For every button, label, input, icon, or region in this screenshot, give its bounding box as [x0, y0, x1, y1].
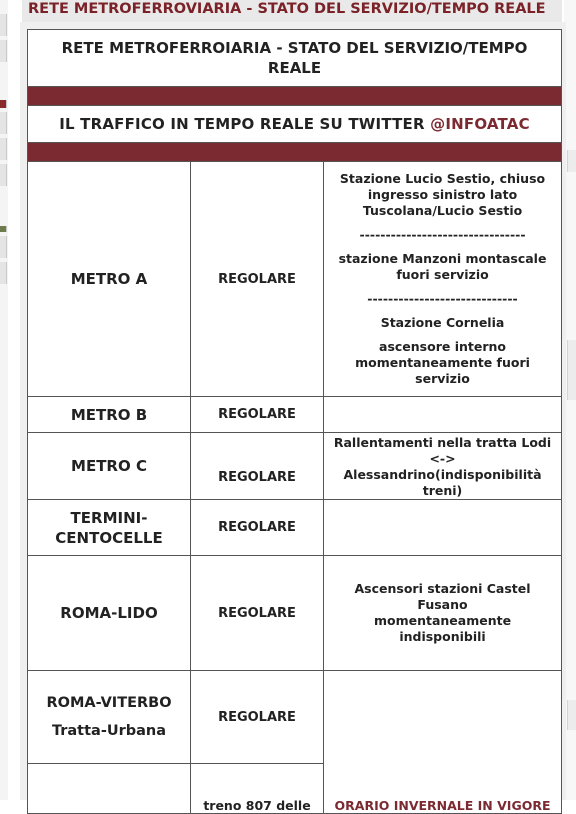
- line-notes: [324, 397, 562, 433]
- line-status: REGOLARE: [191, 433, 324, 500]
- note-separator: -----------------------------: [367, 291, 518, 306]
- edge-tab: [0, 262, 7, 284]
- note-text: stazione Manzoni montascale fuori servizio: [338, 251, 547, 282]
- edge-tab: [0, 100, 7, 108]
- separator-bar: [28, 87, 562, 106]
- line-status: treno 807 delle: [191, 764, 324, 814]
- line-name: ROMA-VITERBO Tratta-Urbana: [28, 671, 191, 764]
- section-header: [22, 0, 562, 23]
- service-status-table: [27, 29, 562, 814]
- separator-bar: [28, 143, 562, 162]
- edge-tab: [567, 150, 576, 172]
- status-panel: [20, 22, 566, 813]
- line-name: [28, 764, 191, 814]
- line-notes: Rallentamenti nella tratta Lodi <-> Alessandrino(indisponibilità treni): [324, 433, 562, 500]
- note-separator: --------------------------------: [359, 227, 526, 242]
- table-title: RETE METROFERROIARIA - STATO DEL SERVIZIO/TEMPO REALE: [28, 30, 562, 87]
- line-name: ROMA-LIDO: [28, 556, 191, 671]
- twitter-handle-link[interactable]: @INFOATAC: [430, 115, 530, 133]
- note-text: Stazione Cornelia: [380, 315, 505, 330]
- line-name: TERMINI-CENTOCELLE: [28, 500, 191, 556]
- line-status: REGOLARE: [191, 671, 324, 764]
- edge-tab: [0, 138, 7, 160]
- line-notes: Ascensori stazioni Castel Fusano momentaneamente indisponibili: [324, 556, 562, 671]
- edge-tab: [567, 700, 576, 730]
- line-name: METRO C: [28, 433, 191, 500]
- section-header-title: RETE METROFERROVIARIA - STATO DEL SERVIZIO/TEMPO REALE: [28, 1, 546, 17]
- line-notes: [324, 500, 562, 556]
- edge-tab: [0, 14, 7, 36]
- line-notes: [324, 162, 562, 397]
- edge-tab: [567, 340, 576, 400]
- timetable-notice: ORARIO INVERNALE IN VIGORE: [324, 671, 562, 814]
- line-status: REGOLARE: [191, 556, 324, 671]
- line-status: REGOLARE: [191, 397, 324, 433]
- table-row: [28, 500, 562, 556]
- table-row: [28, 671, 562, 764]
- note-text: ascensore interno momentaneamente fuori servizio: [355, 339, 530, 386]
- note-text: Stazione Lucio Sestio, chiuso ingresso sinistro lato Tuscolana/Lucio Sestio: [339, 171, 546, 218]
- twitter-text: IL TRAFFICO IN TEMPO REALE SU TWITTER: [59, 115, 431, 133]
- table-row: [28, 397, 562, 433]
- edge-tab: [0, 40, 7, 62]
- line-name: METRO A: [28, 162, 191, 397]
- table-row: [28, 556, 562, 671]
- edge-tab: [0, 226, 7, 232]
- left-page-edge: [0, 0, 8, 800]
- edge-tab: [0, 236, 7, 258]
- edge-tab: [0, 164, 7, 186]
- table-row: [28, 433, 562, 500]
- edge-tab: [0, 112, 7, 134]
- twitter-banner: [28, 106, 562, 143]
- line-name: METRO B: [28, 397, 191, 433]
- table-row: [28, 162, 562, 397]
- line-status: REGOLARE: [191, 162, 324, 397]
- line-status: REGOLARE: [191, 500, 324, 556]
